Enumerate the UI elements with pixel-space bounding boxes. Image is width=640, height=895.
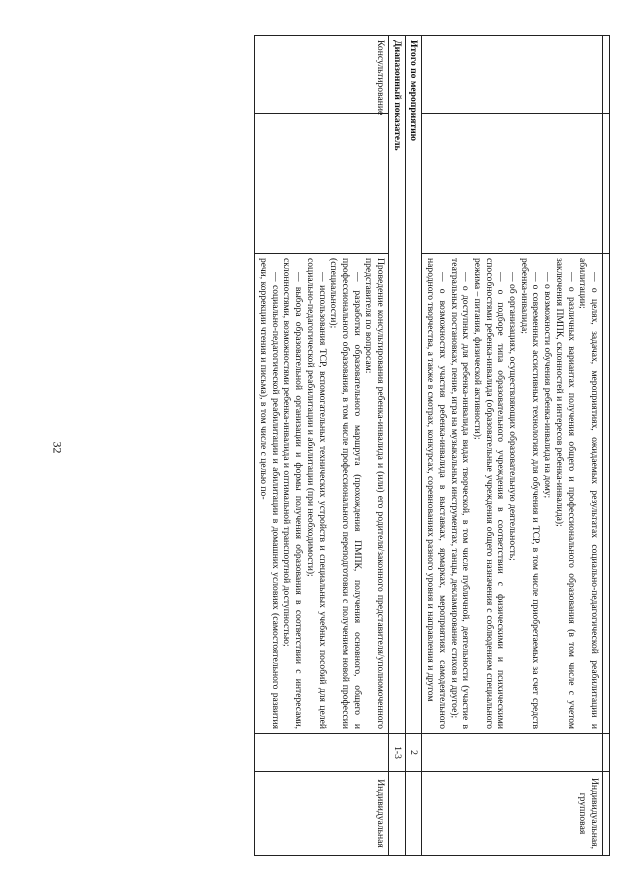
list-item: — о возможностях участия ребенка-инвалида в выставках, ярмарках, мероприятиях самодеятельного народного творчества, а также в смотрах, конкурсах, соревнованиях разного уровня и направления и другом	[425, 258, 448, 729]
table-top-row	[603, 36, 610, 856]
cell-spacer	[422, 114, 603, 254]
list-item: — использования ТСР, вспомогательных технических устройств и специальных учебных пособий для целей социально-педагогической реабилитации и абилитации (при необходимости);	[304, 258, 328, 729]
cell-consult-content	[255, 254, 389, 734]
list-item: — об организациях, осуществляющих образовательную деятельность;	[507, 272, 519, 561]
table-row-intro	[422, 36, 603, 856]
total-value: 2	[405, 734, 422, 772]
list-item: — социально-педагогической реабилитации и абилитации в домашних условиях (самостоятельного развития речи, коррекции чтения и письма), в том числе с целью по-	[258, 258, 281, 729]
table-row-range	[389, 36, 406, 856]
list-item: — о доступных для ребенка-инвалида видах творческой, в том числе публичной, деятельности (участие в театральных постановках, пение, игра на музыкальных инструментах, танцы, декламирование стихов и другое);	[448, 258, 472, 729]
total-label: Итого по мероприятию	[405, 36, 422, 734]
list-item: — выбора образовательной организации и формы получения образования в соответствии с интересами, склонностями, возможностями ребенка-инвалида и оптимальной транспортной доступностью;	[281, 258, 305, 729]
page-number: 32	[50, 441, 65, 454]
list-item: — о возможности обучения ребенка-инвалида на дому;	[542, 272, 554, 499]
list-item: — о подборе типа образовательного учреждения в соответствии с физическими и психическими способностями ребенка-инвалида (образовательные учреждения общего назначения с соблюдением специального режима – питания, физической активности);	[471, 258, 507, 729]
cell-quantity-empty	[422, 734, 603, 772]
cell-quantity-empty	[255, 734, 389, 772]
cell-spacer	[255, 114, 389, 254]
cell-name-consult: Консультирование	[255, 36, 389, 114]
table-row-total	[405, 36, 422, 856]
cell-intro-content	[422, 254, 603, 734]
consult-lead: Проведение консультирования ребенка-инвалида и (или) его родителя/законного представителя/уполномоченного представителя по вопросам:	[363, 258, 387, 729]
range-label: Диапазонный показатель	[389, 36, 406, 734]
rehabilitation-table	[254, 35, 610, 856]
rotated-table-page	[70, 35, 610, 855]
list-item: — разработки образовательного маршрута (прохождения ПМПК, получения основного, общего и профессионального образования, в том числе профессионального переподготовки с получением новой профессии (специальности);	[328, 258, 363, 729]
table-row-consult	[255, 36, 389, 856]
list-item: — о целях, задачах, мероприятиях, ожидаемых результатах социально-педагогической реабилитации и абилитации;	[577, 258, 600, 729]
cell-form-intro: Индивидуальная, групповая	[422, 772, 603, 856]
cell-form-consult: Индивидуальная	[255, 772, 389, 856]
cell-name-empty	[422, 36, 603, 114]
range-value: 1-3	[389, 734, 406, 772]
list-item: — о различных вариантах получения общего и профессионального образования (в том числе с учетом заключения ПМПК, склонностей и интересов ребенка-инвалида);	[553, 258, 577, 729]
list-item: — о современных ассистивных технологиях для обучения и ТСР, в том числе приобретаемых за счет средств ребенка-инвалида;	[518, 258, 542, 729]
